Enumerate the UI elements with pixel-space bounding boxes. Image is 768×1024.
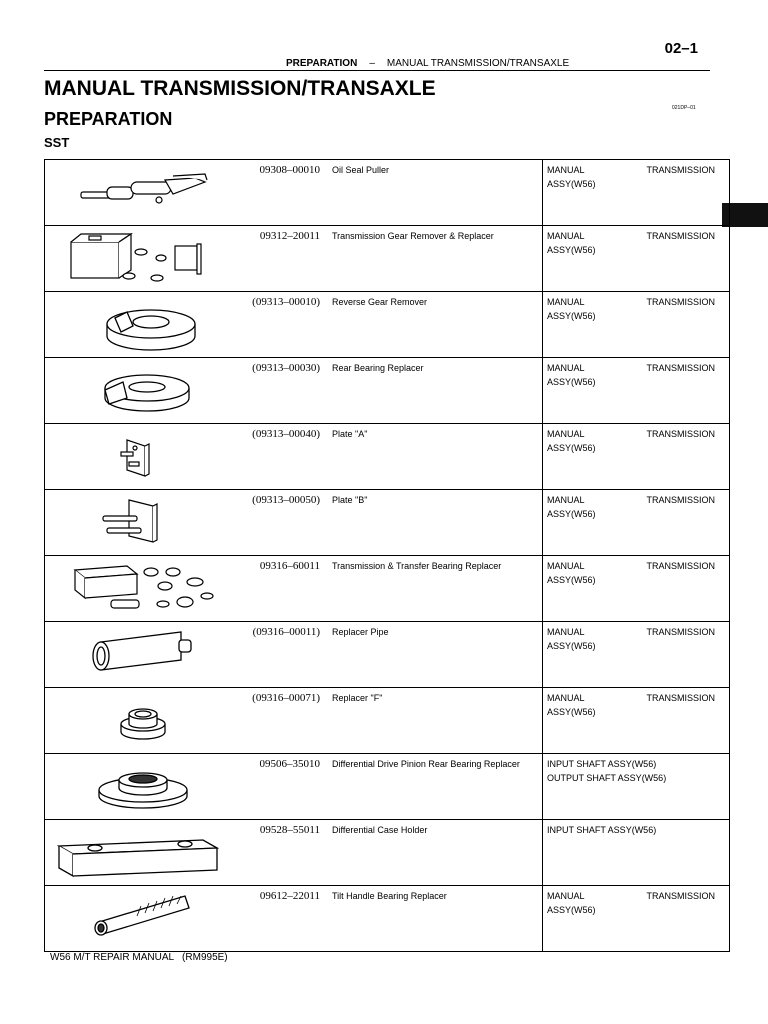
table-row	[45, 292, 730, 358]
tool-name: Replacer "F"	[324, 688, 543, 754]
tool-image-cell	[45, 886, 233, 952]
running-header-separator: –	[369, 58, 375, 69]
usage-line: ASSY(W56)	[547, 509, 596, 519]
table-row	[45, 358, 730, 424]
tool-usage	[543, 754, 730, 820]
part-number: (09313–00050)	[232, 490, 324, 556]
usage-text: MANUAL TRANSMISSION	[547, 627, 716, 637]
usage-line	[547, 559, 723, 573]
usage-text: MANUAL TRANSMISSION	[547, 693, 716, 703]
header-rule	[44, 70, 710, 71]
usage-line	[547, 361, 723, 375]
usage-line: ASSY(W56)	[547, 245, 596, 255]
case-holder-icon	[45, 820, 232, 882]
tool-name: Transmission Gear Remover & Replacer	[324, 226, 543, 292]
tool-usage	[543, 688, 730, 754]
running-header-section: PREPARATION	[286, 58, 358, 69]
part-number: 09528–55011	[232, 820, 324, 886]
running-header-subject: MANUAL TRANSMISSION/TRANSAXLE	[386, 58, 570, 69]
usage-line: ASSY(W56)	[547, 575, 596, 585]
tool-image-cell	[45, 556, 233, 622]
usage-text: MANUAL TRANSMISSION	[547, 231, 716, 241]
doc-code: 021DP–01	[672, 105, 696, 111]
tool-name: Transmission & Transfer Bearing Replacer	[324, 556, 543, 622]
tool-usage	[543, 556, 730, 622]
usage-text: MANUAL TRANSMISSION	[547, 165, 716, 175]
tool-image-cell	[45, 292, 233, 358]
usage-text: MANUAL TRANSMISSION	[547, 297, 716, 307]
part-number: (09316–00071)	[232, 688, 324, 754]
part-number: (09313–00030)	[232, 358, 324, 424]
replacer-pipe-icon	[45, 622, 232, 684]
tool-image-cell	[45, 820, 233, 886]
usage-line: ASSY(W56)	[547, 443, 596, 453]
tool-name: Differential Drive Pinion Rear Bearing Replacer	[324, 754, 543, 820]
tool-image-cell	[45, 490, 233, 556]
tool-image-cell	[45, 754, 233, 820]
part-number: 09506–35010	[232, 754, 324, 820]
tool-usage	[543, 226, 730, 292]
tool-usage	[543, 622, 730, 688]
section-title: PREPARATION	[44, 109, 173, 129]
gear-remover-kit-icon	[45, 226, 232, 288]
reverse-gear-remover-icon	[45, 292, 232, 354]
table-row	[45, 490, 730, 556]
usage-line	[547, 493, 723, 507]
table-row	[45, 424, 730, 490]
tilt-handle-replacer-icon	[45, 886, 232, 948]
tool-image-cell	[45, 160, 233, 226]
tool-image-cell	[45, 358, 233, 424]
tool-image-cell	[45, 226, 233, 292]
tool-name: Oil Seal Puller	[324, 160, 543, 226]
part-number: (09313–00040)	[232, 424, 324, 490]
usage-text: MANUAL TRANSMISSION	[547, 429, 716, 439]
tool-usage	[543, 490, 730, 556]
rear-bearing-replacer-icon	[45, 358, 232, 420]
part-number: 09312–20011	[232, 226, 324, 292]
tool-name: Tilt Handle Bearing Replacer	[324, 886, 543, 952]
table-row	[45, 754, 730, 820]
table-row	[45, 622, 730, 688]
table-row	[45, 160, 730, 226]
tool-usage	[543, 886, 730, 952]
tool-image-cell	[45, 622, 233, 688]
tool-name: Rear Bearing Replacer	[324, 358, 543, 424]
usage-line	[547, 889, 723, 903]
part-number: 09612–22011	[232, 886, 324, 952]
part-number: 09316–60011	[232, 556, 324, 622]
usage-text: MANUAL TRANSMISSION	[547, 363, 716, 373]
tool-usage	[543, 820, 730, 886]
tool-usage	[543, 160, 730, 226]
usage-line: ASSY(W56)	[547, 641, 596, 651]
tool-name: Plate "B"	[324, 490, 543, 556]
usage-line	[547, 691, 723, 705]
plate-b-icon	[45, 490, 232, 552]
usage-line	[547, 229, 723, 243]
page-footer: W56 M/T REPAIR MANUAL (RM995E)	[50, 952, 228, 963]
usage-text: MANUAL TRANSMISSION	[547, 495, 716, 505]
table-row	[45, 820, 730, 886]
table-row	[45, 556, 730, 622]
table-row	[45, 688, 730, 754]
bearing-replacer-kit-icon	[45, 556, 232, 618]
part-number: (09316–00011)	[232, 622, 324, 688]
page-title: MANUAL TRANSMISSION/TRANSAXLE	[44, 77, 436, 100]
oil-seal-puller-icon	[45, 160, 232, 222]
plate-a-icon	[45, 424, 232, 486]
usage-line	[547, 295, 723, 309]
usage-line: ASSY(W56)	[547, 905, 596, 915]
usage-line	[547, 163, 723, 177]
usage-line: ASSY(W56)	[547, 377, 596, 387]
tool-usage	[543, 292, 730, 358]
usage-text: MANUAL TRANSMISSION	[547, 891, 716, 901]
part-number: (09313–00010)	[232, 292, 324, 358]
tool-name: Plate "A"	[324, 424, 543, 490]
table-row	[45, 886, 730, 952]
sst-table	[44, 159, 730, 952]
usage-line	[547, 427, 723, 441]
running-header	[286, 58, 569, 69]
tool-image-cell	[45, 688, 233, 754]
usage-line: INPUT SHAFT ASSY(W56)	[547, 825, 657, 835]
tool-usage	[543, 358, 730, 424]
pinion-bearing-replacer-icon	[45, 754, 232, 816]
usage-line: INPUT SHAFT ASSY(W56)	[547, 759, 657, 769]
usage-text: MANUAL TRANSMISSION	[547, 561, 716, 571]
usage-line: ASSY(W56)	[547, 311, 596, 321]
part-number: 09308–00010	[232, 160, 324, 226]
usage-line: ASSY(W56)	[547, 707, 596, 717]
replacer-f-icon	[45, 688, 232, 750]
usage-line: OUTPUT SHAFT ASSY(W56)	[547, 773, 667, 783]
tool-name: Reverse Gear Remover	[324, 292, 543, 358]
subsection-title: SST	[44, 135, 70, 150]
tool-image-cell	[45, 424, 233, 490]
tool-name: Differential Case Holder	[324, 820, 543, 886]
table-row	[45, 226, 730, 292]
usage-line	[547, 625, 723, 639]
usage-line: ASSY(W56)	[547, 179, 596, 189]
tool-name: Replacer Pipe	[324, 622, 543, 688]
tool-usage	[543, 424, 730, 490]
page-number: 02–1	[664, 40, 698, 57]
